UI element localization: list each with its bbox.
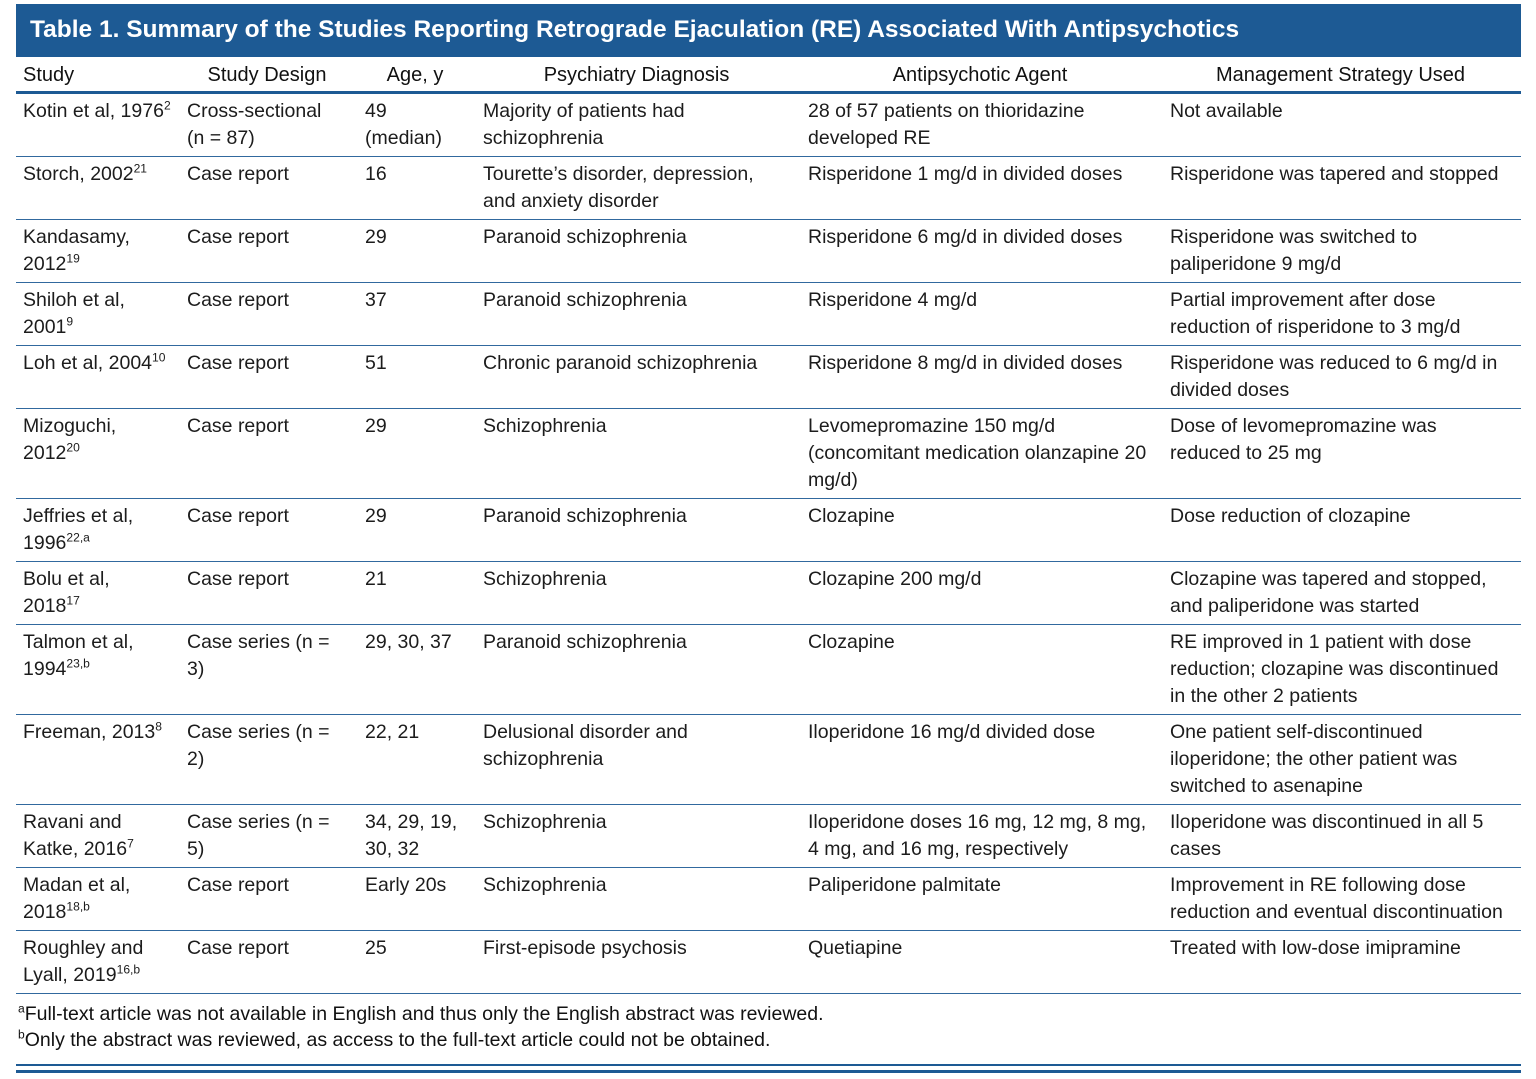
study-citation: Ravani and Katke, 2016: [23, 811, 128, 861]
cell-management-strategy: Risperidone was reduced to 6 mg/d in divided doses: [1162, 346, 1521, 409]
cell-management-strategy: Dose of levomepromazine was reduced to 25 mg: [1162, 409, 1521, 499]
cell-management-strategy: Iloperidone was discontinued in all 5 cases: [1162, 805, 1521, 868]
column-header: Study Design: [179, 57, 357, 93]
cell-management-strategy: Not available: [1162, 93, 1521, 157]
cell-age: 29: [357, 499, 475, 562]
cell-diagnosis: Majority of patients had schizophrenia: [475, 93, 800, 157]
cell-age: Early 20s: [357, 868, 475, 931]
table-row: [16, 562, 1521, 625]
study-reference-superscript: 22,a: [66, 530, 90, 545]
footnote-a: [18, 1001, 1521, 1027]
bottom-double-rule: [16, 1064, 1521, 1073]
cell-antipsychotic-agent: Clozapine 200 mg/d: [800, 562, 1162, 625]
table-title: Table 1. Summary of the Studies Reporting Retrograde Ejaculation (RE) Associated With Antipsychotics: [30, 16, 1240, 43]
cell-study-design: Case report: [179, 931, 357, 994]
cell-diagnosis: Paranoid schizophrenia: [475, 283, 800, 346]
cell-management-strategy: One patient self-discontinued iloperidone; the other patient was switched to asenapine: [1162, 715, 1521, 805]
cell-study-design: Case report: [179, 283, 357, 346]
table-row: [16, 220, 1521, 283]
table-row: [16, 499, 1521, 562]
study-reference-superscript: 19: [66, 251, 80, 266]
study-citation: Madan et al, 2018: [23, 874, 131, 924]
study-reference-superscript: 21: [133, 161, 148, 176]
cell-diagnosis: Paranoid schizophrenia: [475, 625, 800, 715]
table-row: [16, 868, 1521, 931]
study-citation: Storch, 2002: [23, 163, 134, 186]
table-row: [16, 409, 1521, 499]
header-row: [16, 57, 1521, 93]
studies-table: [16, 57, 1521, 994]
cell-study-design: Case report: [179, 409, 357, 499]
footnote-a-text: Full-text article was not available in English and thus only the English abstract was reviewed.: [24, 1003, 824, 1026]
table-title-bar: [16, 4, 1521, 57]
cell-study-design: Case series (n = 5): [179, 805, 357, 868]
study-reference-superscript: 7: [127, 836, 134, 851]
cell-age: 29: [357, 409, 475, 499]
table-row: [16, 715, 1521, 805]
column-header: Study: [16, 57, 179, 93]
column-header: Management Strategy Used: [1162, 57, 1521, 93]
cell-diagnosis: Tourette’s disorder, depression, and anxiety disorder: [475, 157, 800, 220]
study-citation: Loh et al, 2004: [23, 352, 153, 375]
cell-age: 22, 21: [357, 715, 475, 805]
footnote-b-marker: b: [18, 1027, 25, 1042]
table-row: [16, 346, 1521, 409]
study-reference-superscript: 8: [155, 719, 162, 734]
footnote-b: [18, 1027, 1521, 1053]
study-reference-superscript: 17: [66, 593, 80, 608]
study-reference-superscript: 10: [152, 350, 166, 365]
cell-management-strategy: Treated with low-dose imipramine: [1162, 931, 1521, 994]
cell-antipsychotic-agent: Clozapine: [800, 625, 1162, 715]
cell-study: [16, 625, 179, 715]
cell-study-design: Case report: [179, 562, 357, 625]
cell-study: [16, 499, 179, 562]
table-body: [16, 93, 1521, 994]
cell-antipsychotic-agent: Iloperidone doses 16 mg, 12 mg, 8 mg, 4 mg, and 16 mg, respectively: [800, 805, 1162, 868]
study-citation: Shiloh et al, 2001: [23, 289, 125, 339]
cell-study-design: Case report: [179, 220, 357, 283]
cell-study: [16, 157, 179, 220]
cell-age: 37: [357, 283, 475, 346]
cell-diagnosis: Schizophrenia: [475, 805, 800, 868]
cell-age: 29, 30, 37: [357, 625, 475, 715]
study-citation: Mizoguchi, 2012: [23, 415, 117, 465]
cell-antipsychotic-agent: Risperidone 4 mg/d: [800, 283, 1162, 346]
footnotes: [16, 994, 1521, 1057]
table-row: [16, 931, 1521, 994]
study-citation: Roughley and Lyall, 2019: [23, 937, 144, 987]
study-reference-superscript: 18,b: [66, 899, 90, 914]
cell-age: 49 (median): [357, 93, 475, 157]
cell-diagnosis: Chronic paranoid schizophrenia: [475, 346, 800, 409]
cell-study: [16, 715, 179, 805]
table-row: [16, 93, 1521, 157]
study-reference-superscript: 20: [66, 440, 80, 455]
table-row: [16, 805, 1521, 868]
cell-age: 25: [357, 931, 475, 994]
cell-antipsychotic-agent: Clozapine: [800, 499, 1162, 562]
column-header: Psychiatry Diagnosis: [475, 57, 800, 93]
cell-study-design: Case report: [179, 157, 357, 220]
cell-antipsychotic-agent: Quetiapine: [800, 931, 1162, 994]
cell-age: 16: [357, 157, 475, 220]
cell-management-strategy: RE improved in 1 patient with dose reduction; clozapine was discontinued in the other 2 patients: [1162, 625, 1521, 715]
study-reference-superscript: 16,b: [116, 962, 141, 977]
footnote-a-marker: a: [18, 1001, 25, 1016]
cell-diagnosis: Schizophrenia: [475, 562, 800, 625]
cell-age: 51: [357, 346, 475, 409]
table-header: [16, 57, 1521, 93]
cell-antipsychotic-agent: Risperidone 8 mg/d in divided doses: [800, 346, 1162, 409]
table-row: [16, 625, 1521, 715]
cell-antipsychotic-agent: Risperidone 6 mg/d in divided doses: [800, 220, 1162, 283]
study-citation: Bolu et al, 2018: [23, 568, 110, 618]
cell-management-strategy: Improvement in RE following dose reduction and eventual discontinuation: [1162, 868, 1521, 931]
cell-study: [16, 283, 179, 346]
cell-age: 21: [357, 562, 475, 625]
cell-study: [16, 805, 179, 868]
cell-management-strategy: Risperidone was switched to paliperidone 9 mg/d: [1162, 220, 1521, 283]
table-row: [16, 157, 1521, 220]
cell-study-design: Case report: [179, 868, 357, 931]
cell-diagnosis: Paranoid schizophrenia: [475, 220, 800, 283]
cell-diagnosis: First-episode psychosis: [475, 931, 800, 994]
cell-antipsychotic-agent: Risperidone 1 mg/d in divided doses: [800, 157, 1162, 220]
cell-study-design: Case series (n = 2): [179, 715, 357, 805]
study-citation: Jeffries et al, 1996: [23, 505, 134, 555]
study-reference-superscript: 23,b: [66, 656, 90, 671]
column-header: Age, y: [357, 57, 475, 93]
cell-study: [16, 409, 179, 499]
cell-study-design: Case series (n = 3): [179, 625, 357, 715]
study-reference-superscript: 9: [66, 314, 74, 329]
cell-study: [16, 346, 179, 409]
cell-age: 34, 29, 19, 30, 32: [357, 805, 475, 868]
cell-management-strategy: Partial improvement after dose reduction of risperidone to 3 mg/d: [1162, 283, 1521, 346]
table-row: [16, 283, 1521, 346]
cell-diagnosis: Schizophrenia: [475, 868, 800, 931]
cell-study: [16, 931, 179, 994]
cell-study: [16, 562, 179, 625]
cell-study-design: Cross-sectional (n = 87): [179, 93, 357, 157]
cell-study-design: Case report: [179, 499, 357, 562]
cell-antipsychotic-agent: 28 of 57 patients on thioridazine developed RE: [800, 93, 1162, 157]
footnote-b-text: Only the abstract was reviewed, as access to the full-text article could not be obtained.: [24, 1029, 771, 1052]
study-citation: Kandasamy, 2012: [23, 226, 130, 276]
study-reference-superscript: 2: [163, 98, 171, 113]
cell-management-strategy: Clozapine was tapered and stopped, and paliperidone was started: [1162, 562, 1521, 625]
cell-study-design: Case report: [179, 346, 357, 409]
cell-antipsychotic-agent: Paliperidone palmitate: [800, 868, 1162, 931]
cell-diagnosis: Delusional disorder and schizophrenia: [475, 715, 800, 805]
cell-study: [16, 220, 179, 283]
cell-study: [16, 868, 179, 931]
study-citation: Kotin et al, 1976: [23, 100, 164, 123]
cell-management-strategy: Dose reduction of clozapine: [1162, 499, 1521, 562]
cell-diagnosis: Paranoid schizophrenia: [475, 499, 800, 562]
cell-antipsychotic-agent: Iloperidone 16 mg/d divided dose: [800, 715, 1162, 805]
cell-age: 29: [357, 220, 475, 283]
study-citation: Talmon et al, 1994: [23, 631, 134, 681]
study-citation: Freeman, 2013: [23, 721, 156, 744]
column-header: Antipsychotic Agent: [800, 57, 1162, 93]
cell-study: [16, 93, 179, 157]
cell-antipsychotic-agent: Levomepromazine 150 mg/d (concomitant medication olanzapine 20 mg/d): [800, 409, 1162, 499]
cell-diagnosis: Schizophrenia: [475, 409, 800, 499]
cell-management-strategy: Risperidone was tapered and stopped: [1162, 157, 1521, 220]
